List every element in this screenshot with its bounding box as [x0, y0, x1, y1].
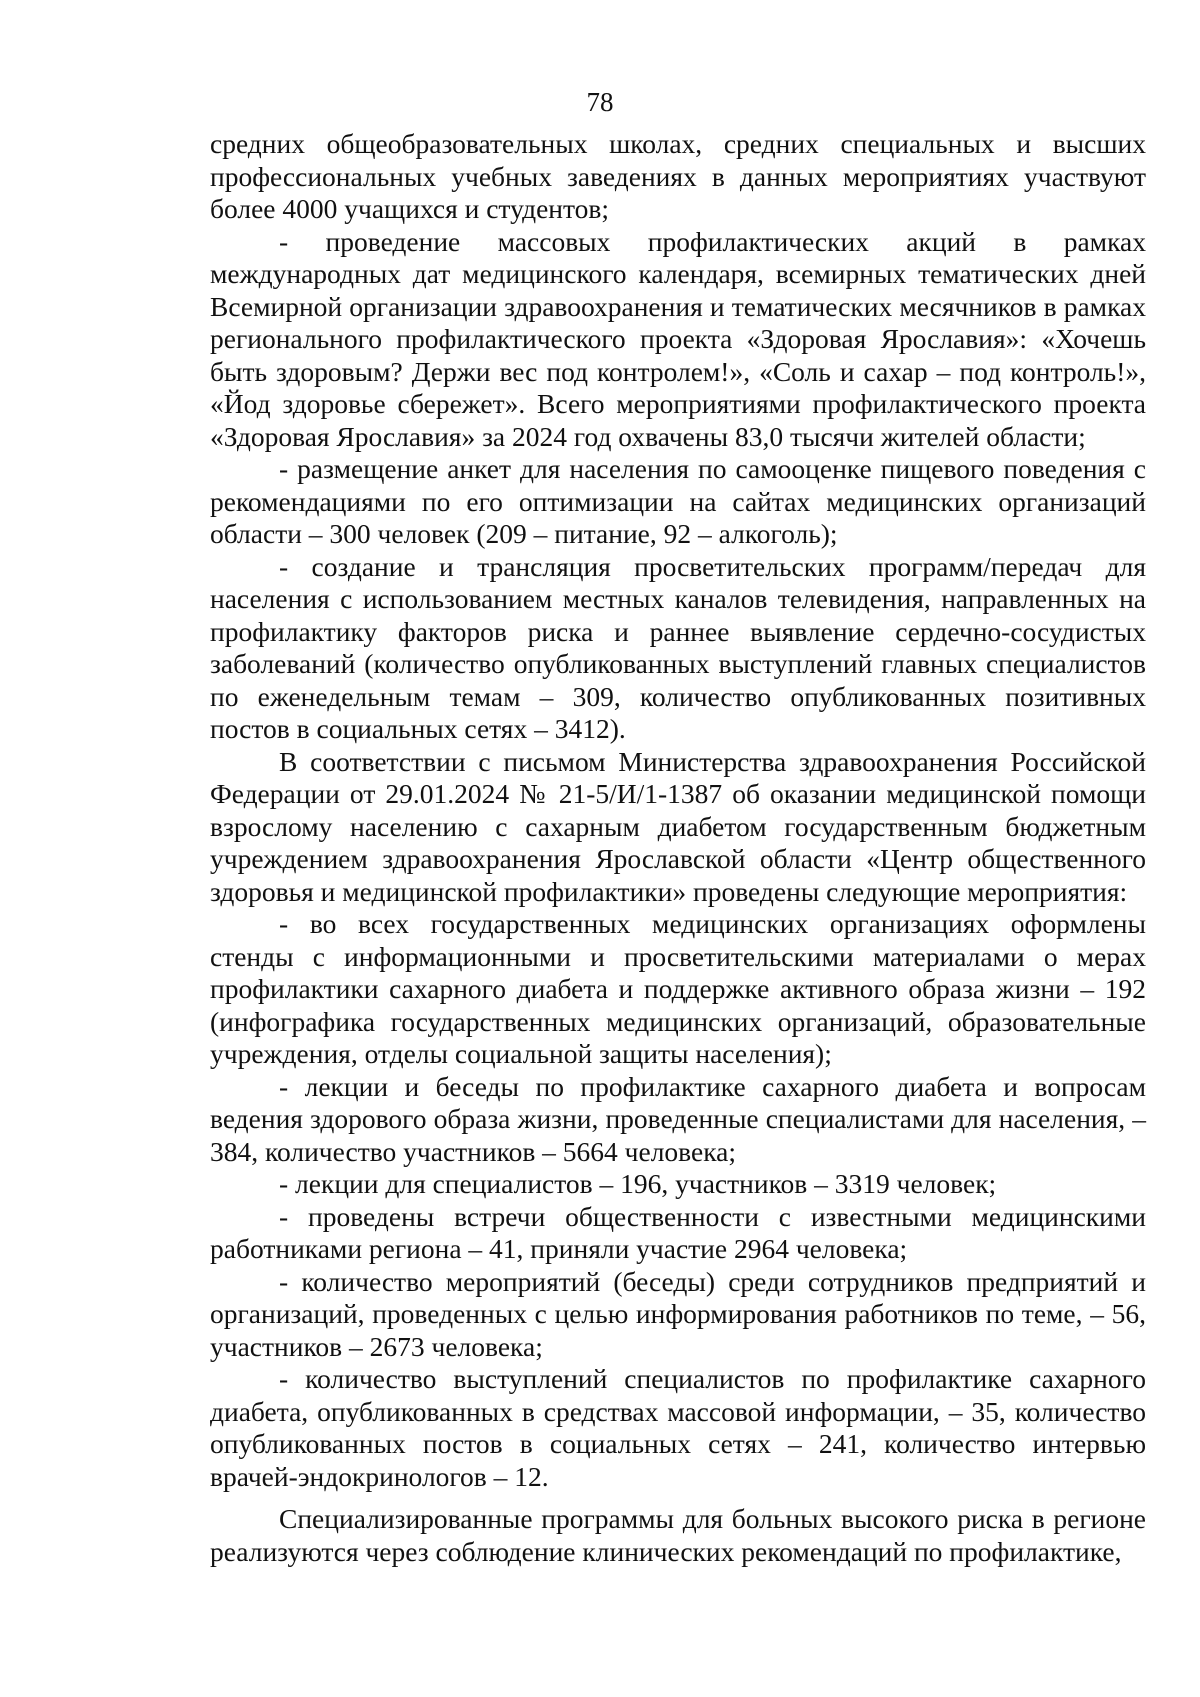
page-number: 78 [586, 87, 614, 117]
paragraph: средних общеобразовательных школах, средних специальных и высших профессиональных учебных заведениях в данных мероприятиях участвуют более 4000 учащихся и студентов; [210, 128, 1146, 224]
paragraph: Специализированные программы для больных высокого риска в регионе реализуются через соблюдение клинических рекомендаций по профилактике, [210, 1503, 1146, 1567]
paragraph: - проведены встречи общественности с известными медицинскими работниками региона – 41, приняли участие 2964 человека; [210, 1200, 1146, 1264]
paragraph: - лекции и беседы по профилактике сахарного диабета и вопросам ведения здорового образа жизни, проведенные специалистами для населения, – 384, количество участников – 5664 человека; [210, 1070, 1146, 1167]
paragraph: - во всех государственных медицинских организациях оформлены стенды с информационными и просветительскими материалами о мерах профилактики сахарного диабета и поддержке активного образа жизни – 192 (инфографика государственных медицинских организаций, образовательные учреждения, отделы социальной защиты населения); [210, 908, 1146, 1069]
paragraph: - проведение массовых профилактических акций в рамках международных дат медицинского календаря, всемирных тематических дней Всемирной организации здравоохранения и тематических месячников в рамках регионального профилактического проекта «Здоровая Ярославия»: «Хочешь быть здоровым? Держи вес под контролем!», «Соль и сахар – под контроль!», «Йод здоровье сбережет». Всего мероприятиями профилактического проекта «Здоровая Ярославия» за 2024 год охвачены 83,0 тысячи жителей области; [210, 225, 1146, 452]
document-body [210, 128, 1146, 1568]
paragraph: - лекции для специалистов – 196, участников – 3319 человек; [279, 1168, 997, 1199]
paragraph: - создание и трансляция просветительских программ/передач для населения с использованием местных каналов телевидения, направленных на профилактику факторов риска и раннее выявление сердечно-сосудистых заболеваний (количество опубликованных выступлений главных специалистов по еженедельным темам – 309, количество опубликованных позитивных постов в социальных сетях – 3412). [210, 550, 1146, 744]
paragraph: - размещение анкет для населения по самооценке пищевого поведения с рекомендациями по его оптимизации на сайтах медицинских организаций области – 300 человек (209 – питание, 92 – алкоголь); [210, 453, 1146, 549]
paragraph: В соответствии с письмом Министерства здравоохранения Российской Федерации от 29.01.2024 № 21-5/И/1-1387 об оказании медицинской помощи взрослому населению с сахарным диабетом государственным бюджетным учреждением здравоохранения Ярославской области «Центр общественного здоровья и медицинской профилактики» проведены следующие мероприятия: [210, 745, 1146, 907]
paragraph: - количество мероприятий (беседы) среди сотрудников предприятий и организаций, проведенных с целью информирования работников по теме, – 56, участников – 2673 человека; [210, 1265, 1146, 1362]
paragraph: - количество выступлений специалистов по профилактике сахарного диабета, опубликованных в средствах массовой информации, – 35, количество опубликованных постов в социальных сетях – 241, количество интервью врачей-эндокринологов – 12. [210, 1363, 1146, 1492]
